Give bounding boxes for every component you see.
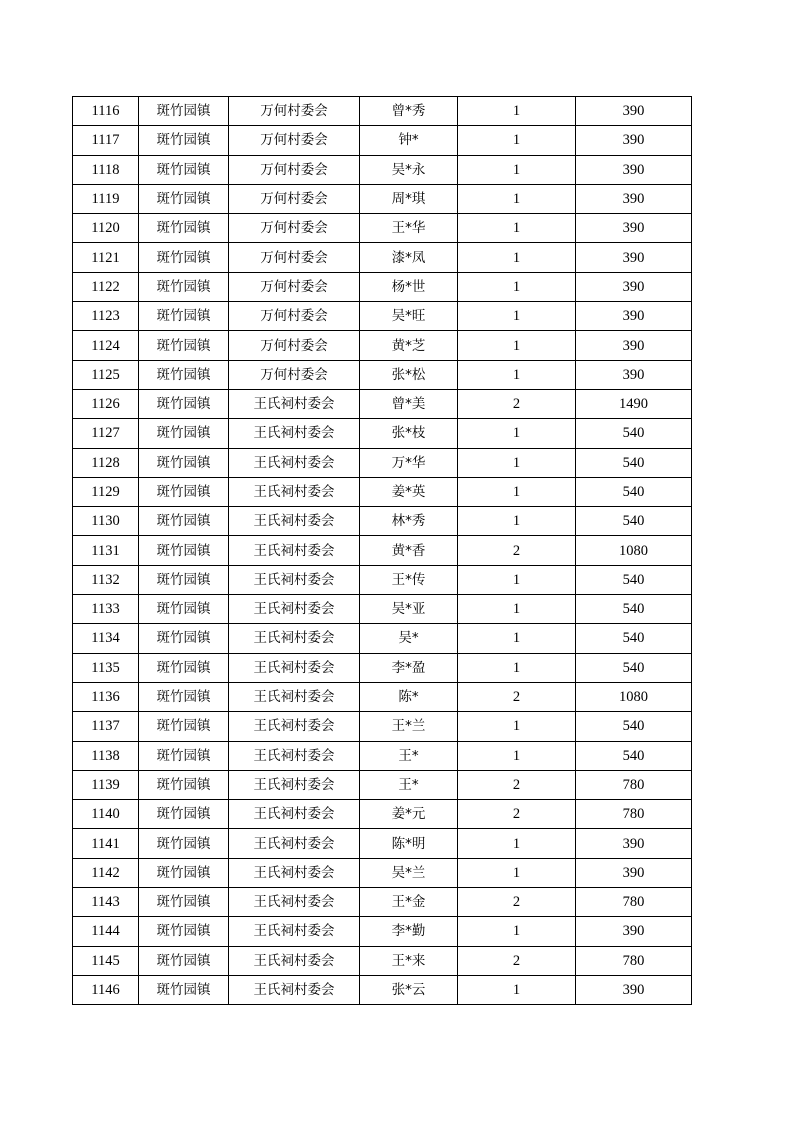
count-cell: 2 (458, 682, 576, 711)
amount-cell: 540 (576, 477, 692, 506)
village-committee-cell: 王氏祠村委会 (229, 770, 360, 799)
town-cell: 斑竹园镇 (139, 507, 229, 536)
row-number-cell: 1132 (73, 565, 139, 594)
town-cell: 斑竹园镇 (139, 272, 229, 301)
village-committee-cell: 王氏祠村委会 (229, 975, 360, 1004)
town-cell: 斑竹园镇 (139, 682, 229, 711)
person-name-cell: 李*盈 (360, 653, 458, 682)
person-name-cell: 姜*英 (360, 477, 458, 506)
village-committee-cell: 万何村委会 (229, 272, 360, 301)
row-number-cell: 1121 (73, 243, 139, 272)
village-committee-cell: 王氏祠村委会 (229, 624, 360, 653)
table-row (73, 741, 692, 770)
table-row (73, 975, 692, 1004)
amount-cell: 390 (576, 126, 692, 155)
count-cell: 1 (458, 858, 576, 887)
person-name-cell: 吴*永 (360, 155, 458, 184)
table-row (73, 595, 692, 624)
row-number-cell: 1122 (73, 272, 139, 301)
table-body (73, 97, 692, 1005)
table-row (73, 536, 692, 565)
table-row (73, 888, 692, 917)
count-cell: 1 (458, 917, 576, 946)
village-committee-cell: 王氏祠村委会 (229, 741, 360, 770)
amount-cell: 780 (576, 888, 692, 917)
village-committee-cell: 万何村委会 (229, 97, 360, 126)
village-committee-cell: 王氏祠村委会 (229, 448, 360, 477)
person-name-cell: 林*秀 (360, 507, 458, 536)
village-committee-cell: 万何村委会 (229, 302, 360, 331)
row-number-cell: 1139 (73, 770, 139, 799)
town-cell: 斑竹园镇 (139, 712, 229, 741)
town-cell: 斑竹园镇 (139, 419, 229, 448)
table-row (73, 565, 692, 594)
row-number-cell: 1117 (73, 126, 139, 155)
amount-cell: 390 (576, 331, 692, 360)
table-row (73, 419, 692, 448)
person-name-cell: 吴*兰 (360, 858, 458, 887)
village-committee-cell: 王氏祠村委会 (229, 946, 360, 975)
row-number-cell: 1127 (73, 419, 139, 448)
row-number-cell: 1143 (73, 888, 139, 917)
village-committee-cell: 王氏祠村委会 (229, 682, 360, 711)
row-number-cell: 1131 (73, 536, 139, 565)
town-cell: 斑竹园镇 (139, 155, 229, 184)
row-number-cell: 1145 (73, 946, 139, 975)
table-row (73, 155, 692, 184)
amount-cell: 780 (576, 800, 692, 829)
table-row (73, 243, 692, 272)
row-number-cell: 1138 (73, 741, 139, 770)
amount-cell: 780 (576, 770, 692, 799)
amount-cell: 540 (576, 419, 692, 448)
town-cell: 斑竹园镇 (139, 888, 229, 917)
row-number-cell: 1141 (73, 829, 139, 858)
table-row (73, 829, 692, 858)
person-name-cell: 王* (360, 770, 458, 799)
amount-cell: 1490 (576, 389, 692, 418)
person-name-cell: 李*勤 (360, 917, 458, 946)
count-cell: 1 (458, 712, 576, 741)
town-cell: 斑竹园镇 (139, 829, 229, 858)
person-name-cell: 曾*秀 (360, 97, 458, 126)
row-number-cell: 1135 (73, 653, 139, 682)
person-name-cell: 王*华 (360, 214, 458, 243)
table-row (73, 360, 692, 389)
person-name-cell: 曾*美 (360, 389, 458, 418)
town-cell: 斑竹园镇 (139, 360, 229, 389)
row-number-cell: 1125 (73, 360, 139, 389)
person-name-cell: 万*华 (360, 448, 458, 477)
town-cell: 斑竹园镇 (139, 448, 229, 477)
person-name-cell: 漆*凤 (360, 243, 458, 272)
village-committee-cell: 王氏祠村委会 (229, 536, 360, 565)
table-row (73, 682, 692, 711)
village-committee-cell: 王氏祠村委会 (229, 419, 360, 448)
town-cell: 斑竹园镇 (139, 800, 229, 829)
row-number-cell: 1128 (73, 448, 139, 477)
amount-cell: 540 (576, 448, 692, 477)
table-row (73, 507, 692, 536)
table-row (73, 477, 692, 506)
count-cell: 2 (458, 536, 576, 565)
count-cell: 1 (458, 653, 576, 682)
row-number-cell: 1146 (73, 975, 139, 1004)
table-row (73, 126, 692, 155)
amount-cell: 540 (576, 741, 692, 770)
row-number-cell: 1144 (73, 917, 139, 946)
count-cell: 1 (458, 741, 576, 770)
amount-cell: 390 (576, 155, 692, 184)
village-committee-cell: 王氏祠村委会 (229, 917, 360, 946)
count-cell: 1 (458, 184, 576, 213)
table-row (73, 858, 692, 887)
amount-cell: 540 (576, 712, 692, 741)
town-cell: 斑竹园镇 (139, 536, 229, 565)
count-cell: 1 (458, 595, 576, 624)
amount-cell: 390 (576, 97, 692, 126)
table-row (73, 712, 692, 741)
row-number-cell: 1137 (73, 712, 139, 741)
town-cell: 斑竹园镇 (139, 565, 229, 594)
count-cell: 1 (458, 477, 576, 506)
amount-cell: 540 (576, 624, 692, 653)
town-cell: 斑竹园镇 (139, 331, 229, 360)
count-cell: 1 (458, 360, 576, 389)
town-cell: 斑竹园镇 (139, 770, 229, 799)
amount-cell: 390 (576, 858, 692, 887)
village-committee-cell: 王氏祠村委会 (229, 888, 360, 917)
count-cell: 1 (458, 565, 576, 594)
town-cell: 斑竹园镇 (139, 184, 229, 213)
town-cell: 斑竹园镇 (139, 653, 229, 682)
town-cell: 斑竹园镇 (139, 741, 229, 770)
town-cell: 斑竹园镇 (139, 858, 229, 887)
row-number-cell: 1124 (73, 331, 139, 360)
person-name-cell: 张*松 (360, 360, 458, 389)
count-cell: 1 (458, 214, 576, 243)
row-number-cell: 1118 (73, 155, 139, 184)
amount-cell: 390 (576, 360, 692, 389)
row-number-cell: 1133 (73, 595, 139, 624)
row-number-cell: 1136 (73, 682, 139, 711)
row-number-cell: 1140 (73, 800, 139, 829)
person-name-cell: 陈*明 (360, 829, 458, 858)
person-name-cell: 王*传 (360, 565, 458, 594)
row-number-cell: 1134 (73, 624, 139, 653)
count-cell: 2 (458, 770, 576, 799)
town-cell: 斑竹园镇 (139, 975, 229, 1004)
village-committee-cell: 王氏祠村委会 (229, 477, 360, 506)
count-cell: 2 (458, 389, 576, 418)
person-name-cell: 黄*芝 (360, 331, 458, 360)
village-committee-cell: 王氏祠村委会 (229, 653, 360, 682)
town-cell: 斑竹园镇 (139, 624, 229, 653)
count-cell: 1 (458, 507, 576, 536)
amount-cell: 390 (576, 829, 692, 858)
row-number-cell: 1116 (73, 97, 139, 126)
amount-cell: 390 (576, 917, 692, 946)
table-row (73, 653, 692, 682)
village-committee-cell: 王氏祠村委会 (229, 389, 360, 418)
person-name-cell: 黄*香 (360, 536, 458, 565)
table-row (73, 624, 692, 653)
count-cell: 1 (458, 975, 576, 1004)
person-name-cell: 王*金 (360, 888, 458, 917)
count-cell: 1 (458, 97, 576, 126)
village-committee-cell: 万何村委会 (229, 360, 360, 389)
row-number-cell: 1130 (73, 507, 139, 536)
person-name-cell: 吴* (360, 624, 458, 653)
village-committee-cell: 王氏祠村委会 (229, 829, 360, 858)
amount-cell: 390 (576, 243, 692, 272)
amount-cell: 1080 (576, 536, 692, 565)
table-row (73, 800, 692, 829)
town-cell: 斑竹园镇 (139, 389, 229, 418)
town-cell: 斑竹园镇 (139, 126, 229, 155)
person-name-cell: 张*枝 (360, 419, 458, 448)
town-cell: 斑竹园镇 (139, 214, 229, 243)
person-name-cell: 王* (360, 741, 458, 770)
village-committee-cell: 万何村委会 (229, 184, 360, 213)
count-cell: 1 (458, 272, 576, 301)
village-committee-cell: 王氏祠村委会 (229, 507, 360, 536)
person-name-cell: 吴*亚 (360, 595, 458, 624)
table-row (73, 389, 692, 418)
person-name-cell: 陈* (360, 682, 458, 711)
count-cell: 1 (458, 419, 576, 448)
table-row (73, 97, 692, 126)
amount-cell: 540 (576, 565, 692, 594)
table-row (73, 770, 692, 799)
amount-cell: 540 (576, 595, 692, 624)
row-number-cell: 1126 (73, 389, 139, 418)
count-cell: 1 (458, 243, 576, 272)
table-row (73, 302, 692, 331)
village-committee-cell: 王氏祠村委会 (229, 565, 360, 594)
person-name-cell: 吴*旺 (360, 302, 458, 331)
count-cell: 1 (458, 155, 576, 184)
amount-cell: 390 (576, 302, 692, 331)
town-cell: 斑竹园镇 (139, 595, 229, 624)
row-number-cell: 1129 (73, 477, 139, 506)
village-committee-cell: 万何村委会 (229, 155, 360, 184)
village-committee-cell: 万何村委会 (229, 126, 360, 155)
count-cell: 2 (458, 888, 576, 917)
table-row (73, 946, 692, 975)
village-committee-cell: 万何村委会 (229, 331, 360, 360)
town-cell: 斑竹园镇 (139, 302, 229, 331)
town-cell: 斑竹园镇 (139, 243, 229, 272)
row-number-cell: 1123 (73, 302, 139, 331)
count-cell: 1 (458, 331, 576, 360)
table-row (73, 272, 692, 301)
person-name-cell: 张*云 (360, 975, 458, 1004)
village-committee-cell: 万何村委会 (229, 243, 360, 272)
count-cell: 2 (458, 946, 576, 975)
person-name-cell: 姜*元 (360, 800, 458, 829)
row-number-cell: 1120 (73, 214, 139, 243)
person-name-cell: 杨*世 (360, 272, 458, 301)
person-name-cell: 王*兰 (360, 712, 458, 741)
table-row (73, 448, 692, 477)
town-cell: 斑竹园镇 (139, 97, 229, 126)
count-cell: 1 (458, 829, 576, 858)
table-row (73, 331, 692, 360)
amount-cell: 390 (576, 975, 692, 1004)
village-committee-cell: 王氏祠村委会 (229, 800, 360, 829)
row-number-cell: 1119 (73, 184, 139, 213)
amount-cell: 390 (576, 272, 692, 301)
village-committee-cell: 万何村委会 (229, 214, 360, 243)
village-committee-cell: 王氏祠村委会 (229, 712, 360, 741)
town-cell: 斑竹园镇 (139, 946, 229, 975)
count-cell: 1 (458, 448, 576, 477)
amount-cell: 780 (576, 946, 692, 975)
town-cell: 斑竹园镇 (139, 477, 229, 506)
person-name-cell: 周*琪 (360, 184, 458, 213)
table-row (73, 917, 692, 946)
count-cell: 1 (458, 302, 576, 331)
village-committee-cell: 王氏祠村委会 (229, 858, 360, 887)
table-row (73, 184, 692, 213)
amount-cell: 1080 (576, 682, 692, 711)
village-committee-cell: 王氏祠村委会 (229, 595, 360, 624)
count-cell: 2 (458, 800, 576, 829)
row-number-cell: 1142 (73, 858, 139, 887)
person-name-cell: 钟* (360, 126, 458, 155)
amount-cell: 540 (576, 653, 692, 682)
person-name-cell: 王*来 (360, 946, 458, 975)
data-table (72, 96, 692, 1005)
count-cell: 1 (458, 126, 576, 155)
town-cell: 斑竹园镇 (139, 917, 229, 946)
table-row (73, 214, 692, 243)
amount-cell: 390 (576, 214, 692, 243)
amount-cell: 540 (576, 507, 692, 536)
amount-cell: 390 (576, 184, 692, 213)
count-cell: 1 (458, 624, 576, 653)
